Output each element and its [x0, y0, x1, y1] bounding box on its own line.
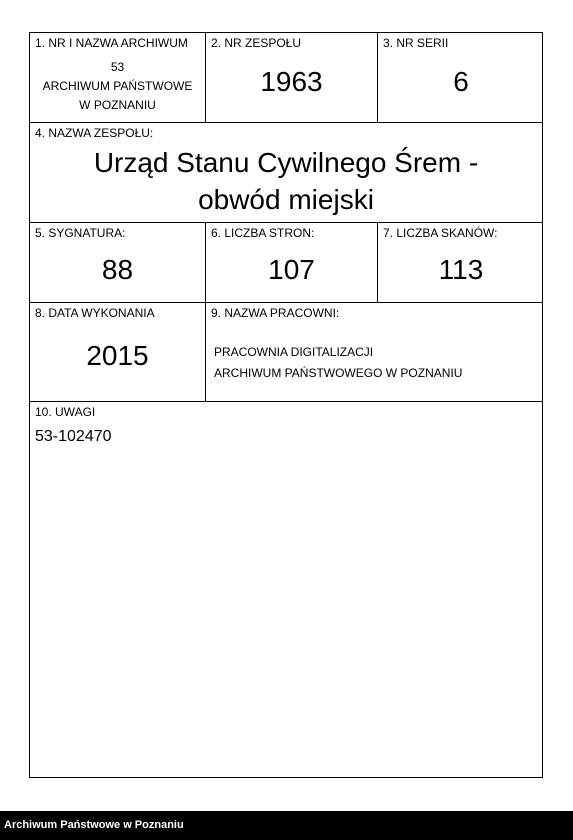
date-value: 2015 — [86, 340, 149, 371]
metadata-card — [29, 32, 543, 778]
page-count-value: 107 — [268, 254, 315, 285]
signature-value: 88 — [101, 254, 134, 285]
date-label: 8. DATA WYKONANIA — [35, 306, 155, 320]
fonds-number-label: 2. NR ZESPOŁU — [211, 36, 302, 50]
row-fonds-name — [30, 123, 542, 223]
lab-name-line1: PRACOWNIA DIGITALIZACJI — [214, 345, 374, 359]
archive-number: 53 — [110, 60, 125, 74]
fonds-name-line2: obwód miejski — [198, 184, 374, 215]
signature-cell — [30, 223, 206, 302]
notes-label: 10. UWAGI — [35, 405, 96, 419]
fonds-number-cell — [206, 33, 378, 122]
fonds-number-value: 1963 — [260, 66, 323, 97]
lab-cell — [206, 303, 544, 401]
series-number-label: 3. NR SERII — [383, 36, 449, 50]
notes-value: 53-102470 — [35, 428, 112, 445]
fonds-name-label: 4. NAZWA ZESPOŁU: — [35, 126, 154, 140]
date-cell — [30, 303, 206, 401]
lab-label: 9. NAZWA PRACOWNI: — [211, 306, 340, 320]
page-count-label: 6. LICZBA STRON: — [211, 226, 315, 240]
row-identifiers — [30, 33, 542, 123]
page-count-cell — [206, 223, 378, 302]
archive-cell — [30, 33, 206, 122]
scan-count-cell — [378, 223, 544, 302]
row-counts — [30, 223, 542, 303]
row-production — [30, 303, 542, 402]
scan-count-value: 113 — [438, 254, 484, 285]
lab-name-line2: ARCHIWUM PAŃSTWOWEGO W POZNANIU — [214, 366, 463, 380]
signature-label: 5. SYGNATURA: — [35, 226, 126, 240]
footer-text: Archiwum Państwowe w Poznaniu — [4, 819, 184, 831]
series-number-value: 6 — [453, 66, 469, 97]
series-number-cell — [378, 33, 544, 122]
archive-label: 1. NR I NAZWA ARCHIWUM — [35, 36, 188, 50]
fonds-name-line1: Urząd Stanu Cywilnego Śrem - — [93, 147, 479, 178]
archive-name-line1: ARCHIWUM PAŃSTWOWE — [42, 79, 193, 93]
archive-name-line2: W POZNANIU — [79, 98, 156, 112]
scan-count-label: 7. LICZBA SKANÓW: — [383, 226, 498, 240]
footer-bar — [0, 811, 573, 840]
